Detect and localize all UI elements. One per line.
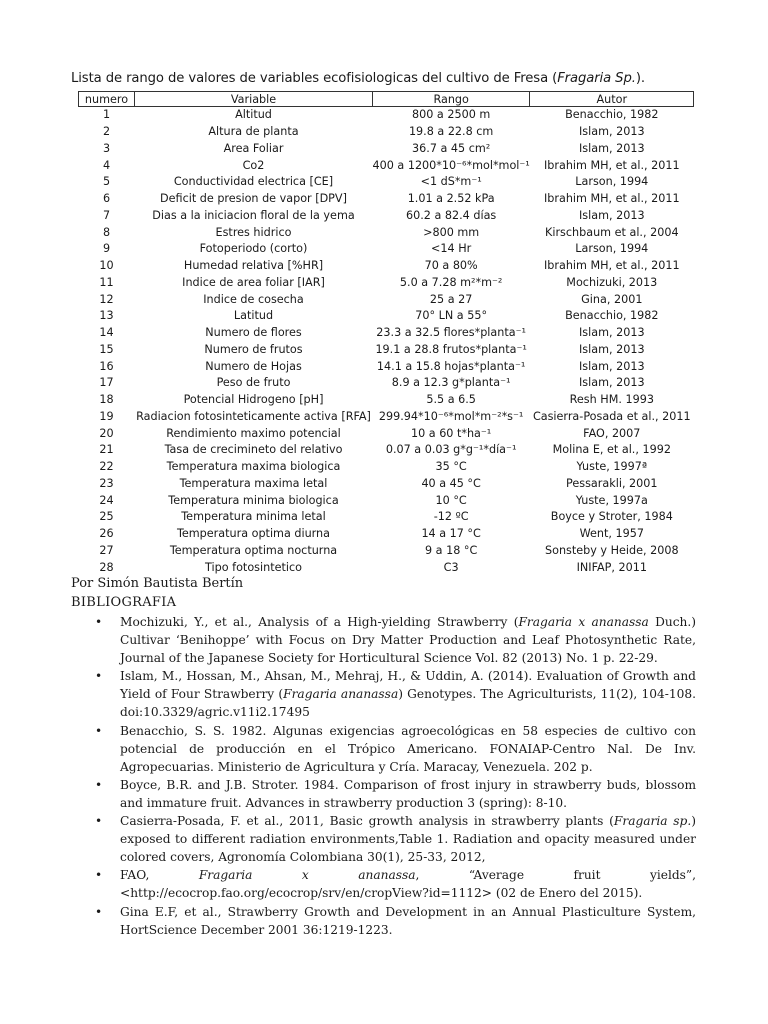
row-number: 1 <box>102 108 111 122</box>
entry-text-tail: ) Genotypes. The Agriculturists, 11(2), 104-108. doi:10.3329/agric.v11i2.17495 <box>120 687 696 720</box>
row-author: Benacchio, 1982 <box>565 108 659 122</box>
row-variable: Tasa de crecimineto del relativo <box>164 443 343 457</box>
row-number: 23 <box>99 476 114 490</box>
row-variable: Temperatura optima nocturna <box>169 543 338 557</box>
row-variable: Indice de area foliar [IAR] <box>182 275 325 289</box>
entry-text: Gina E.F, et al., Strawberry Growth and Development in an Annual Plasticulture System, HortScience December 2001 36:1219-1223. <box>120 904 696 937</box>
row-number: 4 <box>102 158 111 172</box>
entry-text-tail: Duch.) Cultivar ‘Benihoppe’ with Focus on Dry Matter Production and Leaf Photosynthetic Rate, Journal of the Japanese Society for Horticultural Science Vol. 82 (2013) No. 1 p. 22-29. <box>120 615 697 666</box>
row-author: FAO, 2007 <box>583 426 641 440</box>
row-range: <14 Hr <box>431 242 472 256</box>
table-header-row <box>79 92 694 107</box>
row-variable: Temperatura minima letal <box>181 510 326 524</box>
table-row <box>79 124 694 141</box>
table-row <box>79 224 694 241</box>
row-range: 299.94*10⁻⁶*mol*m⁻²*s⁻¹ <box>378 409 524 423</box>
bibliography-entry <box>95 903 696 939</box>
row-author: Kirschbaum et al., 2004 <box>545 225 679 239</box>
row-range: 14.1 a 15.8 hojas*planta⁻¹ <box>376 359 526 373</box>
bullet-icon: • <box>95 904 103 919</box>
header-numero: numero <box>79 92 135 107</box>
bibliography-entry <box>95 866 696 902</box>
table-row <box>79 241 694 258</box>
row-range: 70 a 80% <box>424 259 478 273</box>
row-variable: Temperatura minima biologica <box>168 493 339 507</box>
row-author: Larson, 1994 <box>575 175 649 189</box>
row-number: 18 <box>99 393 114 407</box>
table-row <box>79 291 694 308</box>
table-body <box>79 107 694 577</box>
table-row <box>79 275 694 292</box>
row-number: 5 <box>102 175 111 189</box>
row-author: Ibrahim MH, et al., 2011 <box>543 259 680 273</box>
row-number: 21 <box>99 443 114 457</box>
row-range: 10 a 60 t*ha⁻¹ <box>410 426 492 440</box>
row-number: 27 <box>99 543 114 557</box>
row-number: 20 <box>99 426 114 440</box>
table-row <box>79 442 694 459</box>
table-row <box>79 509 694 526</box>
row-variable: Altura de planta <box>208 125 299 139</box>
bibliography-entry <box>95 722 696 776</box>
table-row <box>79 325 694 342</box>
row-variable: Numero de flores <box>205 326 302 340</box>
title-text: Lista de rango de valores de variables ecofisiologicas del cultivo de Fresa ( <box>71 71 558 86</box>
row-range: 19.1 a 28.8 frutos*planta⁻¹ <box>375 342 527 356</box>
row-author: Ibrahim MH, et al., 2011 <box>543 158 680 172</box>
row-author: Gina, 2001 <box>581 292 643 306</box>
table-row <box>79 492 694 509</box>
table-row <box>79 459 694 476</box>
row-variable: Estres hidrico <box>215 225 292 239</box>
row-author: Casierra-Posada et al., 2011 <box>532 409 691 423</box>
table-row <box>79 174 694 191</box>
row-range: 60.2 a 82.4 días <box>406 208 497 222</box>
row-number: 26 <box>99 527 114 541</box>
row-variable: Potencial Hidrogeno [pH] <box>183 393 324 407</box>
row-range: 25 a 27 <box>429 292 473 306</box>
entry-text: Islam, M., Hossan, M., Ahsan, M., Mehraj, H., & Uddin, A. (2014). Evaluation of Growth and Yield of Four Strawberry ( <box>120 669 696 702</box>
row-variable: Peso de fruto <box>216 376 291 390</box>
row-variable: Conductividad electrica [CE] <box>173 175 334 189</box>
row-author: Islam, 2013 <box>579 359 645 373</box>
bibliography-entry <box>95 613 696 667</box>
row-number: 6 <box>102 192 111 206</box>
table-title <box>71 71 711 86</box>
row-number: 14 <box>99 326 114 340</box>
row-number: 8 <box>102 225 111 239</box>
row-number: 13 <box>99 309 114 323</box>
row-author: Benacchio, 1982 <box>565 309 659 323</box>
row-number: 28 <box>99 560 114 574</box>
row-author: Molina E, et al., 1992 <box>552 443 671 457</box>
row-number: 19 <box>99 409 114 423</box>
row-range: 36.7 a 45 cm² <box>412 141 491 155</box>
row-author: Islam, 2013 <box>579 326 645 340</box>
table-row <box>79 258 694 275</box>
row-variable: Humedad relativa [%HR] <box>183 259 324 273</box>
row-number: 12 <box>99 292 114 306</box>
bullet-icon: • <box>95 868 103 883</box>
author-byline: Por Simón Bautista Bertín <box>71 576 244 591</box>
row-variable: Temperatura maxima letal <box>179 476 328 490</box>
table-row <box>79 208 694 225</box>
row-variable: Area Foliar <box>223 141 284 155</box>
bibliography-entry <box>95 776 696 812</box>
row-author: INIFAP, 2011 <box>576 560 647 574</box>
row-range: 0.07 a 0.03 g*g⁻¹*día⁻¹ <box>385 443 517 457</box>
row-number: 17 <box>99 376 114 390</box>
row-author: Mochizuki, 2013 <box>566 275 658 289</box>
row-range: C3 <box>443 560 459 574</box>
row-variable: Tipo fotosintetico <box>205 560 302 574</box>
row-variable: Numero de Hojas <box>205 359 302 373</box>
bullet-icon: • <box>95 814 103 829</box>
row-number: 25 <box>99 510 114 524</box>
row-range: 9 a 18 °C <box>425 543 478 557</box>
row-variable: Fotoperiodo (corto) <box>199 242 308 256</box>
bibliography-heading: BIBLIOGRAFIA <box>71 595 177 610</box>
row-author: Pessarakli, 2001 <box>566 476 658 490</box>
row-variable: Temperatura maxima biologica <box>166 460 341 474</box>
row-range: 70° LN a 55° <box>415 309 488 323</box>
row-range: 10 °C <box>435 493 467 507</box>
bibliography-entry <box>95 667 696 721</box>
entry-species: Fragaria ananassa <box>283 687 399 702</box>
row-range: 8.9 a 12.3 g*planta⁻¹ <box>391 376 511 390</box>
row-number: 7 <box>102 208 111 222</box>
row-variable: Deficit de presion de vapor [DPV] <box>160 192 347 206</box>
bullet-icon: • <box>95 615 103 629</box>
entry-text: Casierra-Posada, F. et al., 2011, Basic growth analysis in strawberry plants ( <box>120 814 614 829</box>
table-row <box>79 425 694 442</box>
row-number: 15 <box>99 342 114 356</box>
table-row <box>79 543 694 560</box>
row-range: 400 a 1200*10⁻⁶*mol*mol⁻¹ <box>372 158 530 172</box>
table-row <box>79 342 694 359</box>
entry-text-tail: ) exposed to different radiation environments,Table 1. Radiation and opacity measured under colored covers, Agronomía Colombiana 30(1), 25-33, 2012, <box>120 814 696 865</box>
table-row <box>79 157 694 174</box>
row-author: Islam, 2013 <box>579 376 645 390</box>
entry-text: Boyce, B.R. and J.B. Stroter. 1984. Comparison of frost injury in strawberry buds, blossom and immature fruit. Advances in strawberry production 3 (spring): 8-10. <box>120 777 696 810</box>
row-variable: Indice de cosecha <box>203 292 304 306</box>
row-author: Islam, 2013 <box>579 125 645 139</box>
row-range: <1 dS*m⁻¹ <box>420 175 482 189</box>
row-range: 35 °C <box>435 460 467 474</box>
row-number: 10 <box>99 259 114 273</box>
row-variable: Rendimiento maximo potencial <box>166 426 341 440</box>
row-author: Yuste, 1997a <box>575 493 648 507</box>
bullet-icon: • <box>95 723 103 738</box>
header-rango: Rango <box>373 92 530 107</box>
title-end: ). <box>635 71 645 86</box>
row-variable: Temperatura optima diurna <box>176 527 331 541</box>
title-species: Fragaria Sp. <box>557 71 636 86</box>
table-row <box>79 107 694 124</box>
row-variable: Radiacion fotosinteticamente activa [RFA] <box>136 409 371 423</box>
table-row <box>79 191 694 208</box>
entry-species: Fragaria sp. <box>613 814 692 829</box>
table-row <box>79 308 694 325</box>
row-range: 40 a 45 °C <box>421 476 481 490</box>
entry-text: Benacchio, S. S. 1982. Algunas exigencias agroecológicas en 58 especies de cultivo con potencial de producción en el Trópico Americano. FONAIAP-Centro Nal. De Inv. Agropecuarias. Ministerio de Agricultura y Cría. Maracay, Venezuela. 202 p. <box>120 723 696 774</box>
row-range: 19.8 a 22.8 cm <box>408 125 494 139</box>
bibliography-entry <box>95 812 696 866</box>
row-range: 800 a 2500 m <box>412 108 491 122</box>
row-author: Islam, 2013 <box>579 141 645 155</box>
row-number: 11 <box>99 275 114 289</box>
table-row <box>79 559 694 576</box>
row-number: 2 <box>102 125 111 139</box>
row-number: 24 <box>99 493 114 507</box>
variables-table <box>78 91 694 576</box>
header-variable: Variable <box>135 92 373 107</box>
header-autor: Autor <box>530 92 694 107</box>
row-author: Went, 1957 <box>579 527 644 541</box>
table-row <box>79 392 694 409</box>
bullet-icon: • <box>95 777 103 792</box>
row-author: Ibrahim MH, et al., 2011 <box>543 192 680 206</box>
bibliography-list <box>95 613 696 939</box>
entry-text-tail: , “Average fruit yields”, <http://ecocrop.fao.org/ecocrop/srv/en/cropView?id=1112> (02 de Enero del 2015). <box>120 868 696 901</box>
row-author: Resh HM. 1993 <box>569 393 654 407</box>
row-range: >800 mm <box>423 225 480 239</box>
entry-text: FAO, <box>120 868 199 883</box>
row-range: 14 a 17 °C <box>421 527 481 541</box>
table-row <box>79 526 694 543</box>
row-range: 1.01 a 2.52 kPa <box>407 192 495 206</box>
row-number: 9 <box>102 242 111 256</box>
entry-species: Fragaria x ananassa <box>518 615 649 629</box>
row-range: 5.5 a 6.5 <box>426 393 476 407</box>
table-row <box>79 358 694 375</box>
row-author: Larson, 1994 <box>575 242 649 256</box>
row-variable: Altitud <box>235 108 272 122</box>
row-variable: Latitud <box>233 309 274 323</box>
row-range: -12 ºC <box>433 510 469 524</box>
row-author: Islam, 2013 <box>579 208 645 222</box>
row-author: Yuste, 1997ª <box>576 460 648 474</box>
bullet-icon: • <box>95 669 103 684</box>
row-variable: Dias a la iniciacion floral de la yema <box>152 208 355 222</box>
entry-species: Fragaria x ananassa <box>198 868 416 883</box>
row-author: Sonsteby y Heide, 2008 <box>545 543 679 557</box>
entry-text: Mochizuki, Y., et al., Analysis of a High-yielding Strawberry ( <box>120 615 519 629</box>
row-number: 3 <box>102 141 111 155</box>
table-row <box>79 409 694 426</box>
row-number: 22 <box>99 460 114 474</box>
row-variable: Numero de frutos <box>204 342 303 356</box>
table-row <box>79 375 694 392</box>
table-row <box>79 476 694 493</box>
row-range: 23.3 a 32.5 flores*planta⁻¹ <box>376 326 526 340</box>
row-number: 16 <box>99 359 114 373</box>
row-author: Islam, 2013 <box>579 342 645 356</box>
row-variable: Co2 <box>242 158 265 172</box>
table-row <box>79 141 694 158</box>
row-author: Boyce y Stroter, 1984 <box>550 510 673 524</box>
row-range: 5.0 a 7.28 m²*m⁻² <box>399 275 503 289</box>
